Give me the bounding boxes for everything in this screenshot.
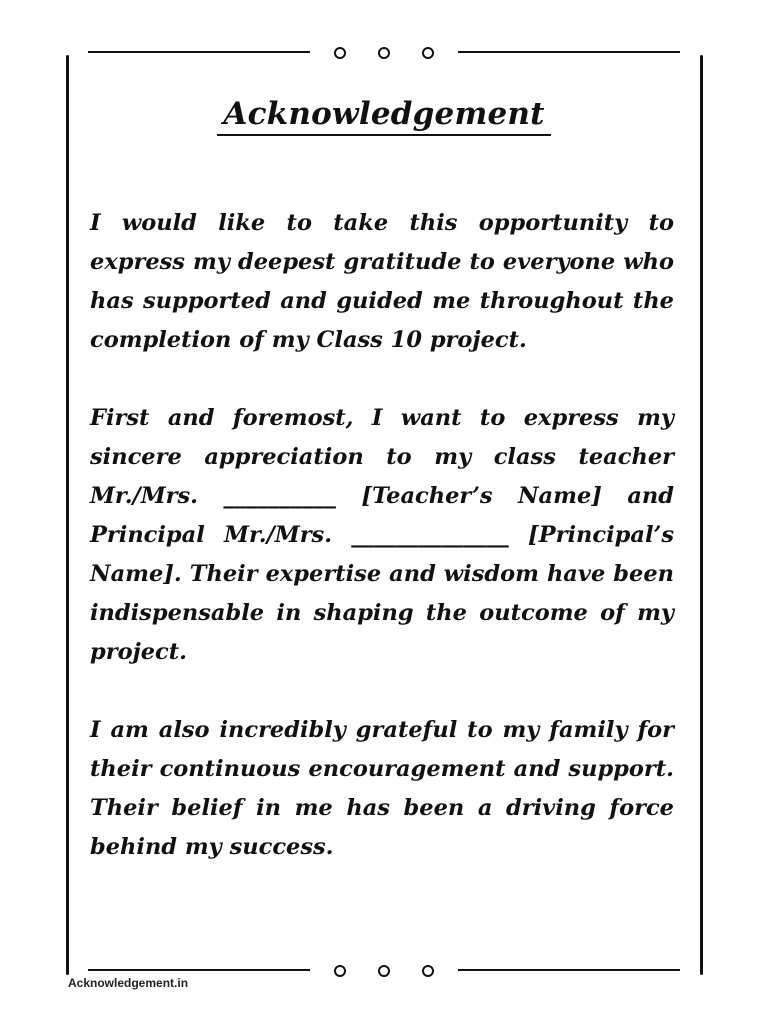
ornament-line	[88, 51, 310, 53]
ornament-circle-icon	[378, 47, 390, 59]
acknowledgement-body	[90, 204, 674, 906]
ornament-circle-icon	[422, 47, 434, 59]
page-title-text: Acknowledgement	[217, 96, 550, 136]
page-title	[0, 96, 768, 132]
ornament-circle-icon	[422, 965, 434, 977]
ornament-circle-icon	[378, 965, 390, 977]
top-ornament	[88, 44, 680, 60]
paragraph-family: I am also incredibly grateful to my family for their continuous encouragement and support. Their belief in me has been a driving force behind my success.	[90, 717, 674, 860]
right-border-line	[700, 55, 703, 975]
ornament-line	[458, 51, 680, 53]
footer-brand: Acknowledgement.in	[68, 976, 189, 990]
ornament-circle-icon	[334, 965, 346, 977]
left-border-line	[66, 55, 69, 975]
paragraph-teachers: First and foremost, I want to express my sincere appreciation to my class teacher Mr./Mrs. __________ [Teacher’s Name] and Principal Mr./Mrs. ______________ [Principal’s Name]. Their expertise and wisdom have been indispensable in shaping the outcome of my project.	[90, 405, 674, 665]
ornament-circle-icon	[334, 47, 346, 59]
paragraph-opportunity: I would like to take this opportunity to express my deepest gratitude to everyone who has supported and guided me throughout the completion of my Class 10 project.	[90, 210, 674, 353]
ornament-line	[458, 969, 680, 971]
ornament-line	[88, 969, 310, 971]
